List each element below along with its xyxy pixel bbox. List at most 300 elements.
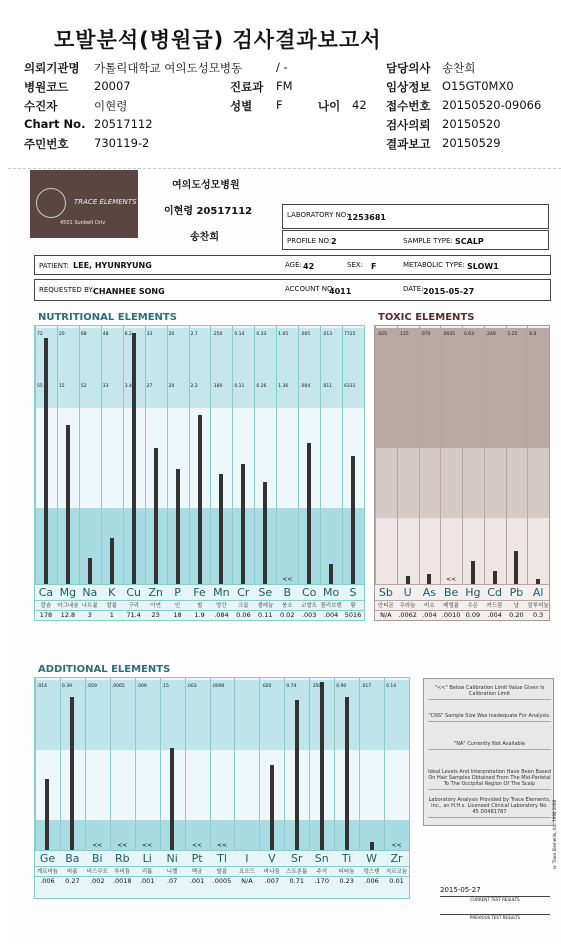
element-value: 0.3 bbox=[532, 611, 544, 619]
element-bar bbox=[198, 415, 202, 584]
element-symbol: Pt bbox=[191, 852, 203, 865]
header-label: 결과보고 bbox=[386, 137, 431, 151]
date-label: DATE: bbox=[403, 285, 424, 293]
metabolic-value: SLOW1 bbox=[467, 262, 499, 271]
column-divider bbox=[359, 678, 360, 850]
element-symbol: Bi bbox=[92, 852, 103, 865]
element-value: 71.4 bbox=[126, 611, 141, 619]
element-name-kr: 우라늄 bbox=[399, 603, 416, 609]
header-label: 담당의사 bbox=[386, 61, 431, 75]
element-symbol: Cd bbox=[487, 586, 502, 599]
below-limit-mark: << bbox=[117, 842, 128, 849]
column-divider bbox=[309, 678, 310, 850]
element-symbol: Al bbox=[532, 586, 544, 599]
legend-note: Laboratory Analysis Provided by Trace Elements, Inc., an H.H.s. Licensed Clinical Laboratory No. 45 D0481787 bbox=[428, 797, 551, 818]
scale-tick: 0.39 bbox=[61, 684, 72, 689]
column-divider bbox=[527, 326, 528, 584]
scale-tick: .250 bbox=[212, 332, 223, 337]
column-divider bbox=[57, 326, 58, 584]
lab-logo bbox=[30, 170, 138, 238]
header-value: 20150520-09066 bbox=[442, 98, 542, 112]
element-bar bbox=[471, 561, 475, 584]
column-divider bbox=[440, 326, 441, 584]
header-label: 검사의뢰 bbox=[386, 118, 431, 132]
element-symbol: S bbox=[349, 586, 357, 599]
column-divider bbox=[298, 326, 299, 584]
additional-title: ADDITIONAL ELEMENTS bbox=[38, 664, 171, 675]
column-divider bbox=[160, 678, 161, 850]
column-divider bbox=[334, 678, 335, 850]
element-name-kr: 루비듐 bbox=[114, 869, 131, 875]
scale-tick: .009 bbox=[136, 684, 147, 689]
axis-line bbox=[375, 584, 549, 585]
scale-tick: 20 bbox=[58, 332, 65, 337]
element-symbol: Ba bbox=[65, 852, 80, 865]
toxic-title: TOXIC ELEMENTS bbox=[378, 312, 475, 323]
element-value: N/A bbox=[380, 611, 392, 619]
scale-tick: .005 bbox=[300, 332, 311, 337]
profile-box bbox=[282, 230, 549, 250]
element-name-kr: 붕소 bbox=[281, 603, 293, 609]
scale-tick: 33 bbox=[102, 384, 109, 390]
below-limit-mark: << bbox=[282, 576, 293, 583]
column-divider bbox=[210, 326, 211, 584]
element-value: .002 bbox=[90, 877, 105, 885]
profile-value: 2 bbox=[331, 237, 337, 246]
element-value: .084 bbox=[214, 611, 229, 619]
element-symbol: Cr bbox=[237, 586, 250, 599]
element-symbol: Mo bbox=[322, 586, 340, 599]
element-value: 0.27 bbox=[65, 877, 80, 885]
element-name-kr: 베릴륨 bbox=[443, 603, 460, 609]
column-divider bbox=[234, 678, 235, 850]
element-value: .0018 bbox=[112, 877, 132, 885]
patient-value: LEE, HYUNRYUNG bbox=[73, 261, 152, 270]
header-label: Chart No. bbox=[24, 117, 86, 131]
header-value: F bbox=[276, 98, 283, 112]
column-divider bbox=[320, 326, 321, 584]
scale-tick: 33 bbox=[146, 332, 153, 337]
axis-line bbox=[35, 876, 409, 877]
element-value: .006 bbox=[40, 877, 55, 885]
scale-tick: 55 bbox=[37, 384, 43, 390]
element-symbol: Rb bbox=[114, 852, 130, 865]
scale-tick: 48 bbox=[102, 332, 109, 337]
element-name-kr: 구리 bbox=[128, 603, 139, 609]
column-divider bbox=[145, 326, 146, 584]
element-bar bbox=[329, 564, 333, 584]
element-name-kr: 요오드 bbox=[238, 869, 255, 875]
element-value: N/A bbox=[241, 877, 253, 885]
below-limit-mark: << bbox=[446, 576, 457, 583]
element-bar bbox=[295, 700, 299, 850]
age-label: 나이 bbox=[318, 99, 341, 113]
element-value: .0005 bbox=[212, 877, 232, 885]
element-symbol: V bbox=[268, 852, 276, 865]
globe-icon bbox=[36, 188, 66, 218]
scale-tick: .059 bbox=[86, 684, 97, 689]
element-bar bbox=[427, 574, 431, 584]
scale-tick: 2.7 bbox=[190, 332, 198, 337]
element-symbol: Ti bbox=[341, 852, 352, 865]
header-value: 20007 bbox=[94, 79, 131, 93]
profile-label: PROFILE NO: bbox=[287, 237, 332, 245]
nutritional-panel bbox=[34, 325, 365, 621]
header-label: 임상정보 bbox=[386, 80, 431, 94]
scale-tick: 20 bbox=[168, 332, 175, 337]
element-name-kr: 니켈 bbox=[166, 869, 178, 875]
legend-note: "<<" Below Calibration Limit Value Given Is Calibration Limit bbox=[428, 685, 551, 700]
element-symbol: As bbox=[422, 586, 436, 599]
column-divider bbox=[342, 326, 343, 584]
scale-tick: 0.74 bbox=[286, 684, 297, 689]
age-box-value: 42 bbox=[303, 262, 315, 271]
scale-tick: .014 bbox=[37, 684, 48, 689]
column-divider bbox=[506, 326, 507, 584]
element-name-kr: 나트륨 bbox=[81, 603, 98, 609]
scale-tick: 1.65 bbox=[278, 332, 289, 337]
element-value: .004 bbox=[323, 611, 339, 619]
element-bar bbox=[176, 469, 180, 584]
element-value: 178 bbox=[39, 611, 53, 619]
element-bar bbox=[241, 464, 245, 584]
element-symbol: Se bbox=[258, 586, 273, 599]
account-label: ACCOUNT NO: bbox=[285, 285, 335, 293]
toxic-panel bbox=[374, 325, 550, 621]
element-value: 0.23 bbox=[339, 877, 354, 885]
scale-tick: 0.14 bbox=[234, 332, 245, 337]
element-value: .007 bbox=[264, 877, 280, 885]
page-title: 모발분석(병원급) 검사결과보고서 bbox=[54, 28, 382, 52]
column-divider bbox=[484, 326, 485, 584]
element-value: 0.06 bbox=[236, 611, 251, 619]
scale-tick: .15 bbox=[161, 684, 169, 689]
logo-address: 4501 Sunbelt Driv bbox=[60, 220, 106, 226]
element-value: 0.01 bbox=[389, 877, 404, 885]
element-name-kr: 비소 bbox=[424, 603, 435, 609]
column-divider bbox=[60, 678, 61, 850]
element-name-kr: 셀레늄 bbox=[257, 603, 274, 609]
element-name-kr: 탈륨 bbox=[216, 869, 228, 875]
element-value: 5016 bbox=[344, 611, 362, 619]
below-limit-mark: << bbox=[216, 842, 228, 849]
scale-tick: .240 bbox=[485, 332, 496, 337]
element-bar bbox=[88, 558, 92, 584]
element-value: .0062 bbox=[398, 611, 417, 619]
below-limit-mark: << bbox=[192, 842, 203, 849]
element-symbol: Pb bbox=[509, 586, 524, 599]
axis-line bbox=[35, 850, 409, 851]
scale-tick: .025 bbox=[377, 332, 388, 337]
header-label: 수진자 bbox=[24, 99, 58, 113]
age-value: 42 bbox=[352, 98, 367, 112]
element-bar bbox=[219, 474, 223, 584]
element-symbol: Fe bbox=[193, 586, 206, 599]
element-symbol: W bbox=[366, 852, 378, 865]
column-divider bbox=[79, 326, 80, 584]
element-value: .170 bbox=[314, 877, 329, 885]
header-value: 송찬희 bbox=[442, 61, 476, 75]
element-value: 1 bbox=[109, 611, 114, 619]
copyright: © Trace Elements, Inc. 1998 2008 bbox=[552, 800, 557, 870]
axis-line bbox=[35, 610, 364, 611]
additional-panel bbox=[34, 677, 410, 899]
element-value: 0.02 bbox=[279, 611, 295, 619]
element-value: 0.20 bbox=[509, 611, 524, 619]
element-value: .004 bbox=[487, 611, 502, 619]
scale-tick: 7725 bbox=[344, 332, 356, 337]
element-symbol: Be bbox=[443, 586, 459, 599]
element-value: 0.71 bbox=[289, 877, 305, 885]
header-label: 성별 bbox=[230, 99, 253, 113]
column-divider bbox=[397, 326, 398, 584]
axis-line bbox=[35, 866, 409, 867]
column-divider bbox=[232, 326, 233, 584]
range-band bbox=[35, 328, 364, 408]
element-name-kr: 지르코늄 bbox=[385, 869, 408, 875]
element-symbol: Li bbox=[142, 852, 152, 865]
lab-no-value: 1253681 bbox=[347, 213, 386, 222]
requested-value: CHANHEE SONG bbox=[93, 287, 165, 296]
scale-tick: .0090 bbox=[211, 684, 225, 689]
element-name-kr: 마그네슘 bbox=[57, 603, 79, 609]
element-value: 23 bbox=[151, 611, 160, 619]
scale-tick: .180 bbox=[212, 384, 223, 390]
element-name-kr: 바나듐 bbox=[263, 869, 280, 875]
scale-tick: 0.90 bbox=[336, 684, 347, 689]
element-value: 1.9 bbox=[194, 611, 205, 619]
column-divider bbox=[110, 678, 111, 850]
element-name-kr: 칼슘 bbox=[40, 603, 52, 609]
element-symbol: Sb bbox=[378, 586, 393, 599]
header-value: 730119-2 bbox=[94, 136, 150, 150]
element-name-kr: 코발트 bbox=[301, 603, 318, 609]
element-bar bbox=[45, 779, 49, 850]
element-bar bbox=[345, 697, 349, 850]
scale-tick: 20 bbox=[168, 384, 175, 390]
element-bar bbox=[370, 842, 374, 851]
header-label: 진료과 bbox=[230, 80, 264, 94]
element-symbol: Mn bbox=[213, 586, 230, 599]
element-symbol: Cu bbox=[126, 586, 141, 599]
element-symbol: Ge bbox=[39, 852, 56, 865]
element-symbol: Co bbox=[301, 586, 317, 599]
element-name-kr: 망간 bbox=[216, 603, 227, 609]
element-name-kr: 게르마늄 bbox=[36, 869, 59, 875]
element-name-kr: 칼륨 bbox=[106, 603, 118, 609]
below-limit-mark: << bbox=[391, 842, 402, 849]
patient-label: PATIENT: bbox=[39, 262, 69, 270]
element-name-kr: 텅스텐 bbox=[363, 869, 380, 875]
element-bar bbox=[406, 576, 410, 584]
column-divider bbox=[123, 326, 124, 584]
element-symbol: P bbox=[174, 586, 181, 599]
element-name-kr: 카드뮴 bbox=[486, 603, 503, 609]
column-divider bbox=[167, 326, 168, 584]
footer-current: CURRENT TEST RESULTS bbox=[440, 896, 550, 902]
element-value: .006 bbox=[364, 877, 379, 885]
element-value: .003 bbox=[301, 611, 317, 619]
header-value: O15GT0MX0 bbox=[442, 79, 514, 93]
element-name-kr: 수은 bbox=[467, 603, 479, 609]
element-bar bbox=[493, 571, 497, 584]
scale-tick: 52 bbox=[80, 384, 87, 390]
legend-note: Ideal Levels And Interpretation Have Been Based On Hair Samples Obtained From The Mid-Parietal To The Occipital Region Of The Scalp bbox=[428, 769, 551, 790]
scale-tick: .004 bbox=[300, 384, 311, 390]
element-bar bbox=[70, 697, 74, 850]
element-name-kr: 아연 bbox=[150, 603, 161, 609]
element-symbol: Sn bbox=[314, 852, 329, 865]
element-symbol: Hg bbox=[465, 586, 481, 599]
column-divider bbox=[101, 326, 102, 584]
scale-tick: 68 bbox=[80, 332, 87, 337]
axis-line bbox=[375, 610, 549, 611]
scale-tick: .020 bbox=[261, 684, 272, 689]
scale-tick: .003 bbox=[186, 684, 197, 689]
scale-tick: 0.14 bbox=[386, 684, 397, 689]
sticker-patient: 이현령 20517112 bbox=[164, 206, 253, 217]
lab-no-box bbox=[282, 204, 549, 229]
sticker-hospital: 여의도성모병원 bbox=[172, 180, 240, 191]
header-value: 20150529 bbox=[442, 136, 501, 150]
scale-tick: .125 bbox=[398, 332, 409, 337]
date-value: 2015-05-27 bbox=[423, 287, 475, 296]
sticker-doctor: 송찬희 bbox=[190, 232, 219, 243]
element-symbol: Ni bbox=[166, 852, 178, 865]
element-symbol: Mg bbox=[59, 586, 77, 599]
scale-tick: 0.11 bbox=[234, 384, 245, 390]
requested-row bbox=[34, 279, 551, 301]
element-symbol: Zr bbox=[390, 852, 403, 865]
element-value: .0010 bbox=[441, 611, 461, 619]
element-value: 18 bbox=[173, 611, 182, 619]
element-bar bbox=[263, 482, 267, 584]
element-symbol: I bbox=[245, 852, 249, 865]
element-bar bbox=[66, 425, 70, 584]
element-symbol: K bbox=[108, 586, 116, 599]
scale-tick: .070 bbox=[420, 332, 431, 337]
element-symbol: Tl bbox=[217, 852, 227, 865]
element-bar bbox=[110, 538, 114, 584]
nutritional-title: NUTRITIONAL ELEMENTS bbox=[38, 312, 177, 323]
header-value: 가톨릭대학교 여의도성모병동 bbox=[94, 61, 243, 75]
element-symbol: B bbox=[283, 586, 291, 599]
element-value: 0.09 bbox=[465, 611, 481, 619]
element-name-kr: 비스무트 bbox=[86, 869, 108, 875]
header-label: 병원코드 bbox=[24, 80, 69, 94]
scale-tick: 6.0 bbox=[529, 332, 537, 337]
element-name-kr: 철 bbox=[196, 603, 203, 609]
element-name-kr: 리튬 bbox=[141, 869, 153, 875]
below-limit-mark: << bbox=[92, 842, 103, 849]
footer-date: 2015-05-27 bbox=[440, 886, 481, 894]
column-divider bbox=[210, 678, 211, 850]
element-bar bbox=[351, 456, 355, 584]
scale-tick: 0.33 bbox=[256, 332, 267, 337]
column-divider bbox=[284, 678, 285, 850]
axis-line bbox=[35, 600, 364, 601]
element-name-kr: 크롬 bbox=[238, 603, 249, 609]
legend-box bbox=[423, 678, 554, 826]
hospital-suffix: / - bbox=[276, 60, 288, 74]
element-name-kr: 안티몬 bbox=[377, 603, 394, 609]
scale-tick: .0065 bbox=[111, 684, 125, 689]
element-bar bbox=[132, 333, 136, 584]
requested-label: REQUESTED BY: bbox=[39, 286, 95, 294]
range-band bbox=[35, 680, 409, 750]
element-name-kr: 인 bbox=[174, 603, 181, 609]
axis-line bbox=[375, 600, 549, 601]
column-divider bbox=[189, 326, 190, 584]
patient-label-sticker bbox=[140, 172, 270, 250]
scale-tick: 15 bbox=[58, 384, 65, 390]
footer-previous: PREVIOUS TEST RESULTS bbox=[440, 914, 550, 920]
element-bar bbox=[307, 443, 311, 584]
scale-tick: 0.63 bbox=[464, 332, 475, 337]
element-name-kr: 바륨 bbox=[67, 869, 78, 875]
element-bar bbox=[320, 682, 324, 850]
column-divider bbox=[259, 678, 260, 850]
range-band bbox=[35, 750, 409, 820]
legend-note: "CNS" Sample Size Was Inadequate For Analysis. bbox=[428, 713, 551, 722]
element-name-kr: 스트론튬 bbox=[286, 869, 308, 875]
column-divider bbox=[462, 326, 463, 584]
element-symbol: Na bbox=[82, 586, 98, 599]
column-divider bbox=[419, 326, 420, 584]
header-value: 20150520 bbox=[442, 117, 501, 131]
scale-tick: 3.4 bbox=[124, 384, 132, 390]
element-name-kr: 백금 bbox=[191, 869, 203, 875]
scale-tick: 72 bbox=[37, 332, 43, 337]
header-value: FM bbox=[276, 79, 293, 93]
sex-label: SEX: bbox=[347, 261, 364, 269]
scale-tick: 0.26 bbox=[256, 384, 267, 390]
header-label: 주민번호 bbox=[24, 137, 69, 151]
element-value: .004 bbox=[422, 611, 437, 619]
element-name-kr: 황 bbox=[350, 603, 356, 609]
element-symbol: Ca bbox=[38, 586, 54, 599]
column-divider bbox=[384, 678, 385, 850]
scale-tick: .0035 bbox=[442, 332, 456, 337]
scale-tick: 1.25 bbox=[507, 332, 518, 337]
header-value: 20517112 bbox=[94, 117, 153, 131]
element-value: 3 bbox=[87, 611, 92, 619]
scale-tick: .017 bbox=[361, 684, 372, 689]
scale-tick: .011 bbox=[322, 384, 333, 390]
scale-tick: .013 bbox=[322, 332, 333, 337]
element-value: .07 bbox=[166, 877, 178, 885]
age-box-label: AGE: bbox=[285, 261, 302, 269]
element-bar bbox=[44, 338, 48, 584]
account-value: 4011 bbox=[329, 287, 352, 296]
scale-tick: 27 bbox=[146, 384, 153, 390]
column-divider bbox=[35, 326, 36, 584]
header-label: 의뢰기관명 bbox=[24, 61, 80, 75]
element-bar bbox=[270, 765, 274, 850]
axis-line bbox=[35, 584, 364, 585]
patient-row bbox=[34, 255, 551, 275]
scale-tick: 6331 bbox=[344, 384, 356, 390]
element-name-kr: 주석 bbox=[316, 869, 328, 875]
column-divider bbox=[254, 326, 255, 584]
element-symbol: U bbox=[403, 586, 412, 599]
element-bar bbox=[170, 748, 174, 850]
logo-text: TRACE ELEMENTS bbox=[74, 198, 137, 206]
element-value: .001 bbox=[139, 877, 155, 885]
element-bar bbox=[514, 551, 518, 584]
metabolic-label: METABOLIC TYPE: bbox=[403, 261, 465, 269]
scale-tick: .350 bbox=[311, 684, 322, 689]
